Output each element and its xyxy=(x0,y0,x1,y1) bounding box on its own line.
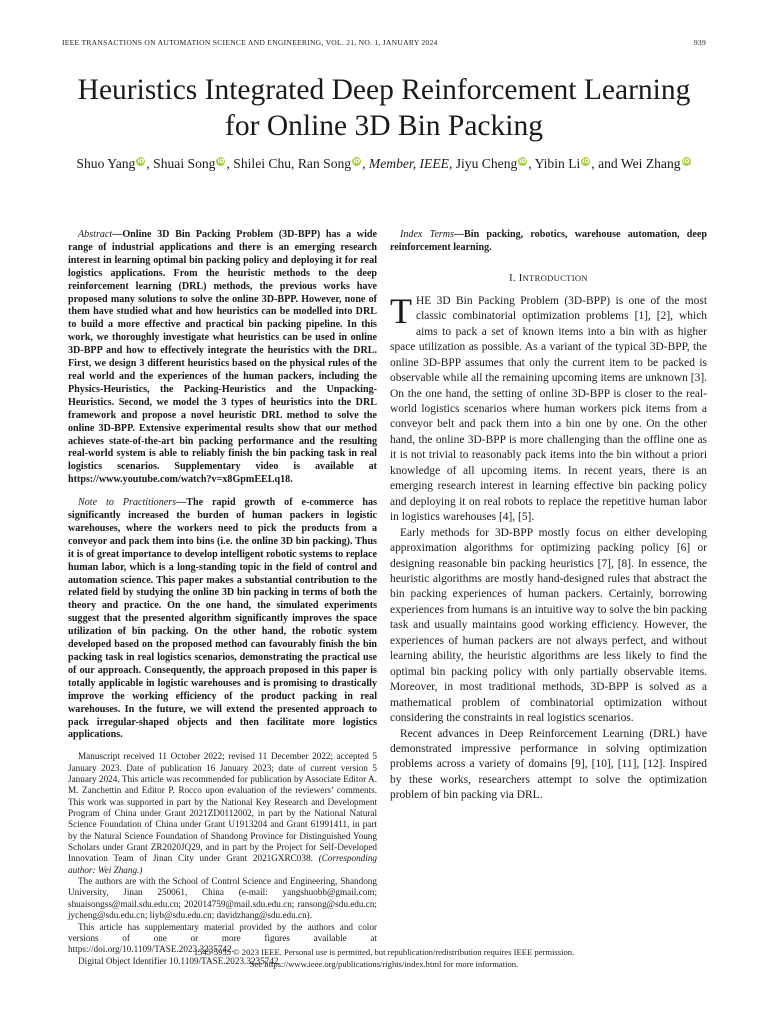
title-line-2: for Online 3D Bin Packing xyxy=(225,110,543,142)
author-list xyxy=(30,156,738,172)
journal-name: IEEE TRANSACTIONS ON AUTOMATION SCIENCE AND ENGINEERING, VOL. 21, NO. 1, JANUARY 2024 xyxy=(62,38,438,47)
orcid-icon[interactable]: iD xyxy=(519,158,527,165)
orcid-icon[interactable]: iD xyxy=(137,158,145,165)
intro-paragraph-1: THE 3D Bin Packing Problem (3D-BPP) is one of the most classic combinatorial optimization problems [1], [2], which aims to pack a set of known items into a bin with as higher space utilization as possible. As a variant of the typical 3D-BPP, the online 3D-BPP assumes that only the current item to be packed is observable while all the remaining upcoming items are unknown [3]. On the one hand, the setting of online 3D-BPP is closer to the real-world logistics scenarios where human workers pick items from a conveyor belt and pack them into a bin one by one. On the other hand, the online 3D-BPP is more challenging than the offline one as it is not trivial to reasonably pack items into the bin without a priori knowledge of all upcoming items. In recent years, there is an emerging research interest in learning effective bin packing policy and deploying it on real robots to replace the repetitive human labor in logistics warehouses [4], [5]. xyxy=(390,290,707,524)
note-to-practitioners xyxy=(68,497,377,742)
note-text: —The rapid growth of e-commerce has significantly increased the burden of human packers in logistic warehouses, where the workers need to pick the products from a conveyor and pack them into bins (i.e. the online 3D bin packing). Thus it is of great importance to develop intelligent robotic systems to replace human labor, which is a long-standing topic in the field of control and automation science. This paper makes a substantial contribution to the related field by studying the online 3D bin packing in terms of both the theory and practice. On the one hand, the simulated experiments suggest that the presented algorithm significantly improves the space utilization of bin packing. On the other hand, the robotic system developed based on the proposed method can favourably finish the bin packing task in real logistics scenarios, demonstrating the practical use of our approach. Consequently, the approach proposed in this paper is totally applicable in logistic warehouses and is promising to drastically improve the working efficiency of the product packing in real warehouses. In the future, we will extend the presented approach to pack irregular-shaped objects and then facilitate more logistics applications. xyxy=(68,497,378,741)
footnote-supplementary: This article has supplementary material provided by the authors and color versions of one or more figures available at https://doi.org/10.1109/TASE.2023.3235742. xyxy=(68,921,377,955)
abstract-label: Abstract xyxy=(78,229,113,240)
author-name: Shuo Yang xyxy=(76,156,136,171)
footnote-manuscript: Manuscript received 11 October 2022; revised 11 December 2022; accepted 5 January 2023. Date of publication 16 January 2023; date of current version 5 January 2024. This article was recommended for publication by Associate Editor A. M. Zanchettin and Editor P. Rocco upon evaluation of the reviewers’ comments. This work was supported in part by the National Key Research and Development Program of China under Grant 2021ZD0112002, in part by the National Natural Science Foundation of China under Grant U1913204 and Grant 61991411, in part by the Natural Science Foundation of Shandong Province for Distinguished Young Scholars under Grant ZR2020JQ29, and in part by the Project for Self-Developed Innovation Team of Jinan City under Grant 2021GXRC038. (Corresponding author: Wei Zhang.) xyxy=(68,751,378,875)
orcid-icon[interactable]: iD xyxy=(353,158,361,165)
footnote-affiliation: The authors are with the School of Control Science and Engineering, Shandong University, Jinan 250061, China (e-mail: yangshuobb@gmail.com; shuaisongss@mail.sdu.edu.cn; 202014759@mail.sdu.edu.cn; ransong@sdu.edu.cn; jycheng@sdu.edu.cn; liyb@sdu.edu.cn; davidzhang@sdu.edu.cn). xyxy=(68,876,377,921)
author-role: , Member, IEEE xyxy=(362,156,449,171)
author-name: , and Wei Zhang xyxy=(591,156,681,171)
drop-cap: T xyxy=(390,290,412,331)
footnote-doi: Digital Object Identifier 10.1109/TASE.2023.3235742 xyxy=(78,955,279,966)
author-name: , Shuai Song xyxy=(146,156,216,171)
orcid-icon[interactable]: iD xyxy=(217,158,225,165)
copyright-line-1: 1545-5955 © 2023 IEEE. Personal use is permitted, but republication/redistribution requires IEEE permission. xyxy=(193,947,575,957)
author-name: , Shilei Chu, Ran Song xyxy=(226,156,352,171)
index-terms-text: —Bin packing, robotics, warehouse automation, deep reinforcement learning. xyxy=(390,229,707,253)
left-column xyxy=(68,229,377,967)
intro-paragraph-3: Recent advances in Deep Reinforcement Learning (DRL) have demonstrated impressive performance in solving optimization problems across a variety of domains [9], [10], [11], [12]. Inspired by these works, researchers attempt to solve the optimization problem of bin packing via DRL. xyxy=(390,727,707,802)
right-column xyxy=(390,229,707,804)
index-terms-label: Index Terms xyxy=(400,229,454,240)
abstract-text: —Online 3D Bin Packing Problem (3D-BPP) has a wide range of industrial applications and there is an emerging research interest in learning optimal bin packing policy and deploying it for real logistics applications. From the heuristic methods to the deep reinforcement learning (DRL) methods, the previous works have proposed many solutions to solve the online 3D-BPP. However, none of them have studied what and how heuristics can be modelled into DRL to build a more effective and practical bin packing pipeline. In this work, we thoroughly investigate what heuristics can be used in online 3D-BPP and how to effectively integrate the heuristics with the DRL. First, we design 3 different heuristics based on the physical rules of the real world and the experiences of the human packers, including the Physics-Heuristics, the Packing-Heuristics and the Unpacking-Heuristics. Second, we model the 3 types of heuristics into the DRL framework and propose a novel heuristic DRL method to solve the online 3D-BPP. Extensive experimental results show that our method achieves state-of-the-art bin packing performance and the resulting real-world system is able to reliably finish the bin packing task in real logistics scenarios. Supplementary video is available at https://www.youtube.com/watch?v=x8GpmEELq18. xyxy=(68,229,377,486)
note-label: Note to Practitioners xyxy=(78,497,177,509)
section-heading-introduction: I. INTRODUCTION xyxy=(509,272,588,284)
copyright-notice xyxy=(60,946,708,970)
corresponding-author: (Corresponding author: Wei Zhang.) xyxy=(68,853,378,875)
index-terms xyxy=(390,229,707,255)
abstract xyxy=(68,229,377,487)
page-number: 939 xyxy=(693,38,706,47)
intro-paragraph-2: Early methods for 3D-BPP mostly focus on either developing approximation algorithms for optimizing packing policy [6] or designing reasonable bin packing heuristics [7], [8]. In essence, the heuristic algorithms are mostly hand-designed rules that abstract the bin packing experiences of human packers. Certainly, borrowing experiences from humans is an intuitive way to solve the bin packing task and usually maintains good working efficiency. However, the experiences of human packers are not always perfect, and without learning ability, the heuristic algorithms are less likely to find the optimal bin packing policy with only partially observable items. Moreover, in most traditional methods, 3D-BPP is solved as a mathematical problem of combinatorial optimization without considering the constraints in real logistics scenarios. xyxy=(390,526,707,725)
orcid-icon[interactable]: iD xyxy=(682,158,690,165)
title-line-1: Heuristics Integrated Deep Reinforcement Learning xyxy=(77,74,691,106)
author-name: , Jiyu Cheng xyxy=(448,156,518,171)
running-head xyxy=(62,38,706,50)
paper-title xyxy=(40,72,728,144)
author-name: , Yibin Li xyxy=(528,156,581,171)
copyright-line-2: See https://www.ieee.org/publications/rights/index.html for more information. xyxy=(249,959,519,969)
orcid-icon[interactable]: iD xyxy=(582,158,590,165)
